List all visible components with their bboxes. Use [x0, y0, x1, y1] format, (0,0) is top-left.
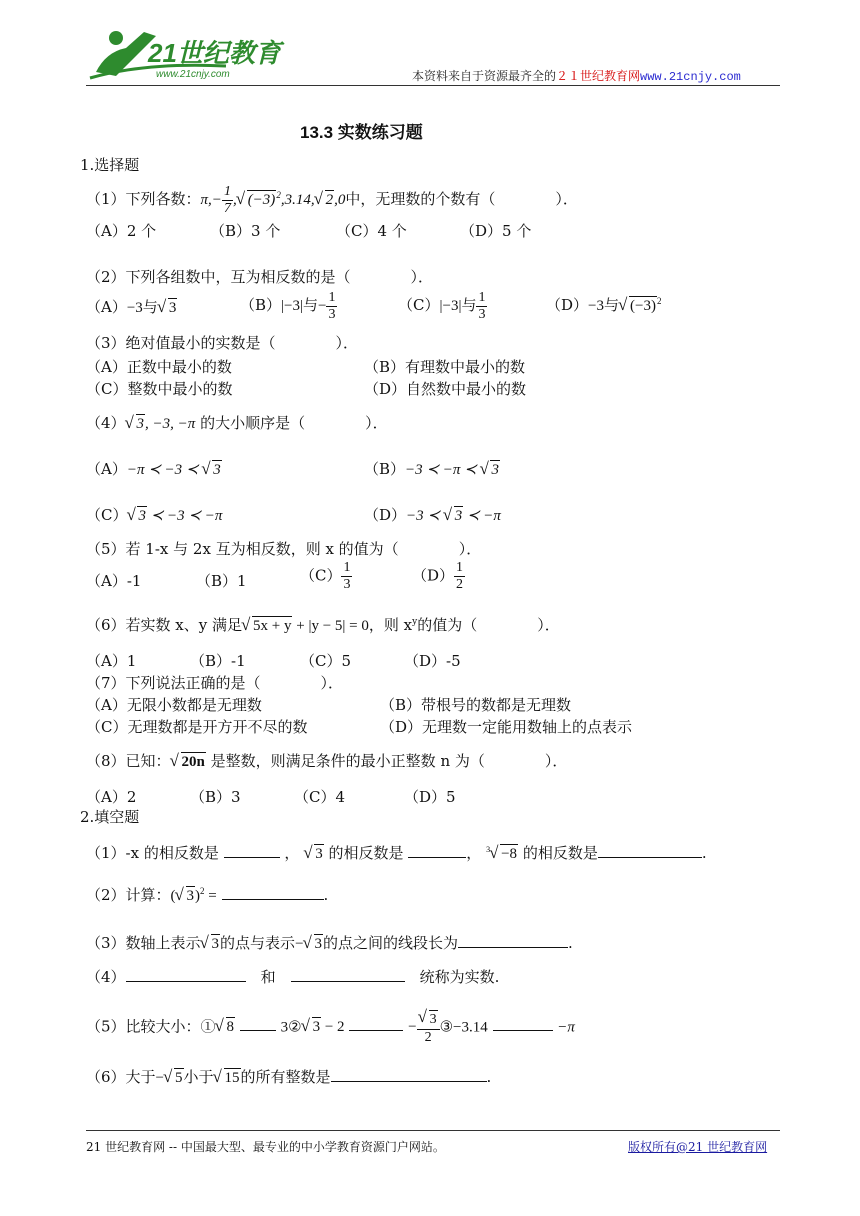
header-source [412, 67, 741, 84]
q8-option-b[interactable]: （B）3 [190, 788, 241, 806]
q6-option-c[interactable]: （C）5 [300, 652, 352, 670]
q8-stem: （8）已知：√ 20n 是整数，则满足条件的最小正整数 n 为（ ）． [86, 750, 567, 771]
q1-option-d[interactable]: （D）5 个 [460, 222, 532, 240]
q7-option-a[interactable]: （A）无限小数都是无理数 [86, 696, 262, 714]
q1-option-b[interactable]: （B）3 个 [210, 222, 281, 240]
q4-option-d[interactable]: （D）−3 ≺ √ 3 ≺ −π [364, 504, 501, 525]
fill-3: （3）数轴上表示√ 3的点与表示−√ 3的点之间的线段长为 . [86, 932, 573, 953]
site-logo [86, 22, 286, 84]
footer-divider [86, 1130, 780, 1131]
fill-5-blank-1[interactable] [240, 1016, 276, 1031]
q7-option-b[interactable]: （B）带根号的数都是无理数 [380, 696, 572, 714]
q6-option-d[interactable]: （D）-5 [404, 652, 461, 670]
q1-option-c[interactable]: （C）4 个 [336, 222, 407, 240]
q8-option-d[interactable]: （D）5 [404, 788, 456, 806]
q2-stem: （2）下列各组数中，互为相反数的是（ ）． [86, 268, 434, 286]
q3-option-c[interactable]: （C）整数中最小的数 [86, 380, 233, 398]
fill-1-blank-2[interactable] [408, 843, 466, 858]
section2-heading: 2.填空题 [80, 808, 140, 826]
q2-option-b[interactable]: （B）|−3|与− $\frac{1}{3}$ [240, 290, 336, 322]
logo-text: 21世纪教育 [148, 38, 281, 68]
q4-option-c[interactable]: （C）√ 3 ≺ −3 ≺ −π [86, 504, 222, 525]
q1-stem-post: 中，无理数的个数有（ ）． [345, 189, 578, 208]
q6-option-a[interactable]: （A）1 [86, 652, 137, 670]
q3-option-d[interactable]: （D）自然数中最小的数 [364, 380, 527, 398]
fill-5: （5）比较大小：①√ 8 3②√ 3 − 2 − √ $\frac{3}{2}$ ③−3.14 −π [86, 1010, 575, 1046]
footer-copyright-link[interactable]: 版权所有@21 世纪教育网 [628, 1140, 768, 1154]
fill-4-blank-1[interactable] [126, 967, 246, 982]
q4-stem: （4）√ 3, −3, −π 的大小顺序是（ ）． [86, 412, 388, 433]
fill-5-blank-3[interactable] [493, 1016, 553, 1031]
q6-stem: （6）若实数 x、y 满足√ 5x + y + |y − 5| = 0，则 $x^y$的值为（ ）． [86, 614, 560, 635]
q3-stem: （3）绝对值最小的实数是（ ）． [86, 334, 359, 352]
page-title: 13.3 实数练习题 [300, 123, 423, 142]
header-url-link[interactable]: www.21cnjy.com [640, 70, 741, 84]
q5-stem: （5）若 1-x 与 2x 互为相反数，则 x 的值为（ ）． [86, 540, 482, 558]
fill-2-blank[interactable] [222, 885, 324, 900]
q8-option-c[interactable]: （C）4 [294, 788, 346, 806]
fill-6-blank[interactable] [331, 1067, 487, 1082]
q1-stem-pre: （1）下列各数： [86, 189, 201, 208]
q7-option-d[interactable]: （D）无理数一定能用数轴上的点表示 [380, 718, 633, 736]
fill-1-blank-1[interactable] [224, 843, 280, 858]
q5-option-a[interactable]: （A）-1 [86, 572, 142, 590]
header-divider [86, 85, 780, 86]
section1-heading: 1.选择题 [80, 156, 140, 174]
fill-4: （4） 和 统称为实数. [86, 968, 500, 986]
fill-1: （1）-x 的相反数是 ， √ 3 的相反数是 ， $^3$√ −8 的相反数是 . [86, 842, 707, 863]
q1-stem [86, 184, 578, 217]
fill-4-blank-2[interactable] [291, 967, 405, 982]
logo-runner-icon [86, 22, 286, 84]
fill-3-blank[interactable] [458, 933, 568, 948]
q5-option-c[interactable]: （C） $\frac{1}{3}$ [300, 560, 351, 592]
fill-1-blank-3[interactable] [598, 843, 702, 858]
q3-option-b[interactable]: （B）有理数中最小的数 [364, 358, 526, 376]
footer-tagline: 21 世纪教育网 -- 中国最大型、最专业的中小学教育资源门户网站。 [86, 1140, 445, 1154]
q8-option-a[interactable]: （A）2 [86, 788, 137, 806]
q1-option-a[interactable]: （A）2 个 [86, 222, 157, 240]
q7-option-c[interactable]: （C）无理数都是开方开不尽的数 [86, 718, 308, 736]
q2-option-a[interactable]: （A）−3与√ 3 [86, 296, 177, 317]
q5-option-d[interactable]: （D） $\frac{1}{2}$ [412, 560, 464, 592]
header-brand[interactable]: ２１世纪教育网 [556, 69, 641, 83]
logo-url: www.21cnjy.com [156, 69, 230, 80]
q2-option-c[interactable]: （C）|−3|与 $\frac{1}{3}$ [398, 290, 486, 322]
fill-6: （6）大于−√ 5小于√ 15的所有整数是 . [86, 1066, 491, 1087]
header-source-prefix: 本资料来自于资源最齐全的 [412, 69, 557, 83]
q4-option-a[interactable]: （A）−π ≺ −3 ≺ √ 3 [86, 458, 222, 479]
q3-option-a[interactable]: （A）正数中最小的数 [86, 358, 232, 376]
fill-2: （2）计算：(√ 3)$^2$ = . [86, 884, 328, 905]
q4-option-b[interactable]: （B）−3 ≺ −π ≺ √ 3 [364, 458, 500, 479]
fill-5-blank-2[interactable] [349, 1016, 403, 1031]
q6-option-b[interactable]: （B）-1 [190, 652, 246, 670]
q1-math: π,− $\frac{1}{7}$ ,√ $(-3)^2,3.14,√$ 2,0 [201, 192, 346, 208]
q2-option-d[interactable]: （D）−3与√ $(-3)^2$ [546, 294, 661, 315]
q7-stem: （7）下列说法正确的是（ ）． [86, 674, 344, 692]
q5-option-b[interactable]: （B）1 [196, 572, 247, 590]
